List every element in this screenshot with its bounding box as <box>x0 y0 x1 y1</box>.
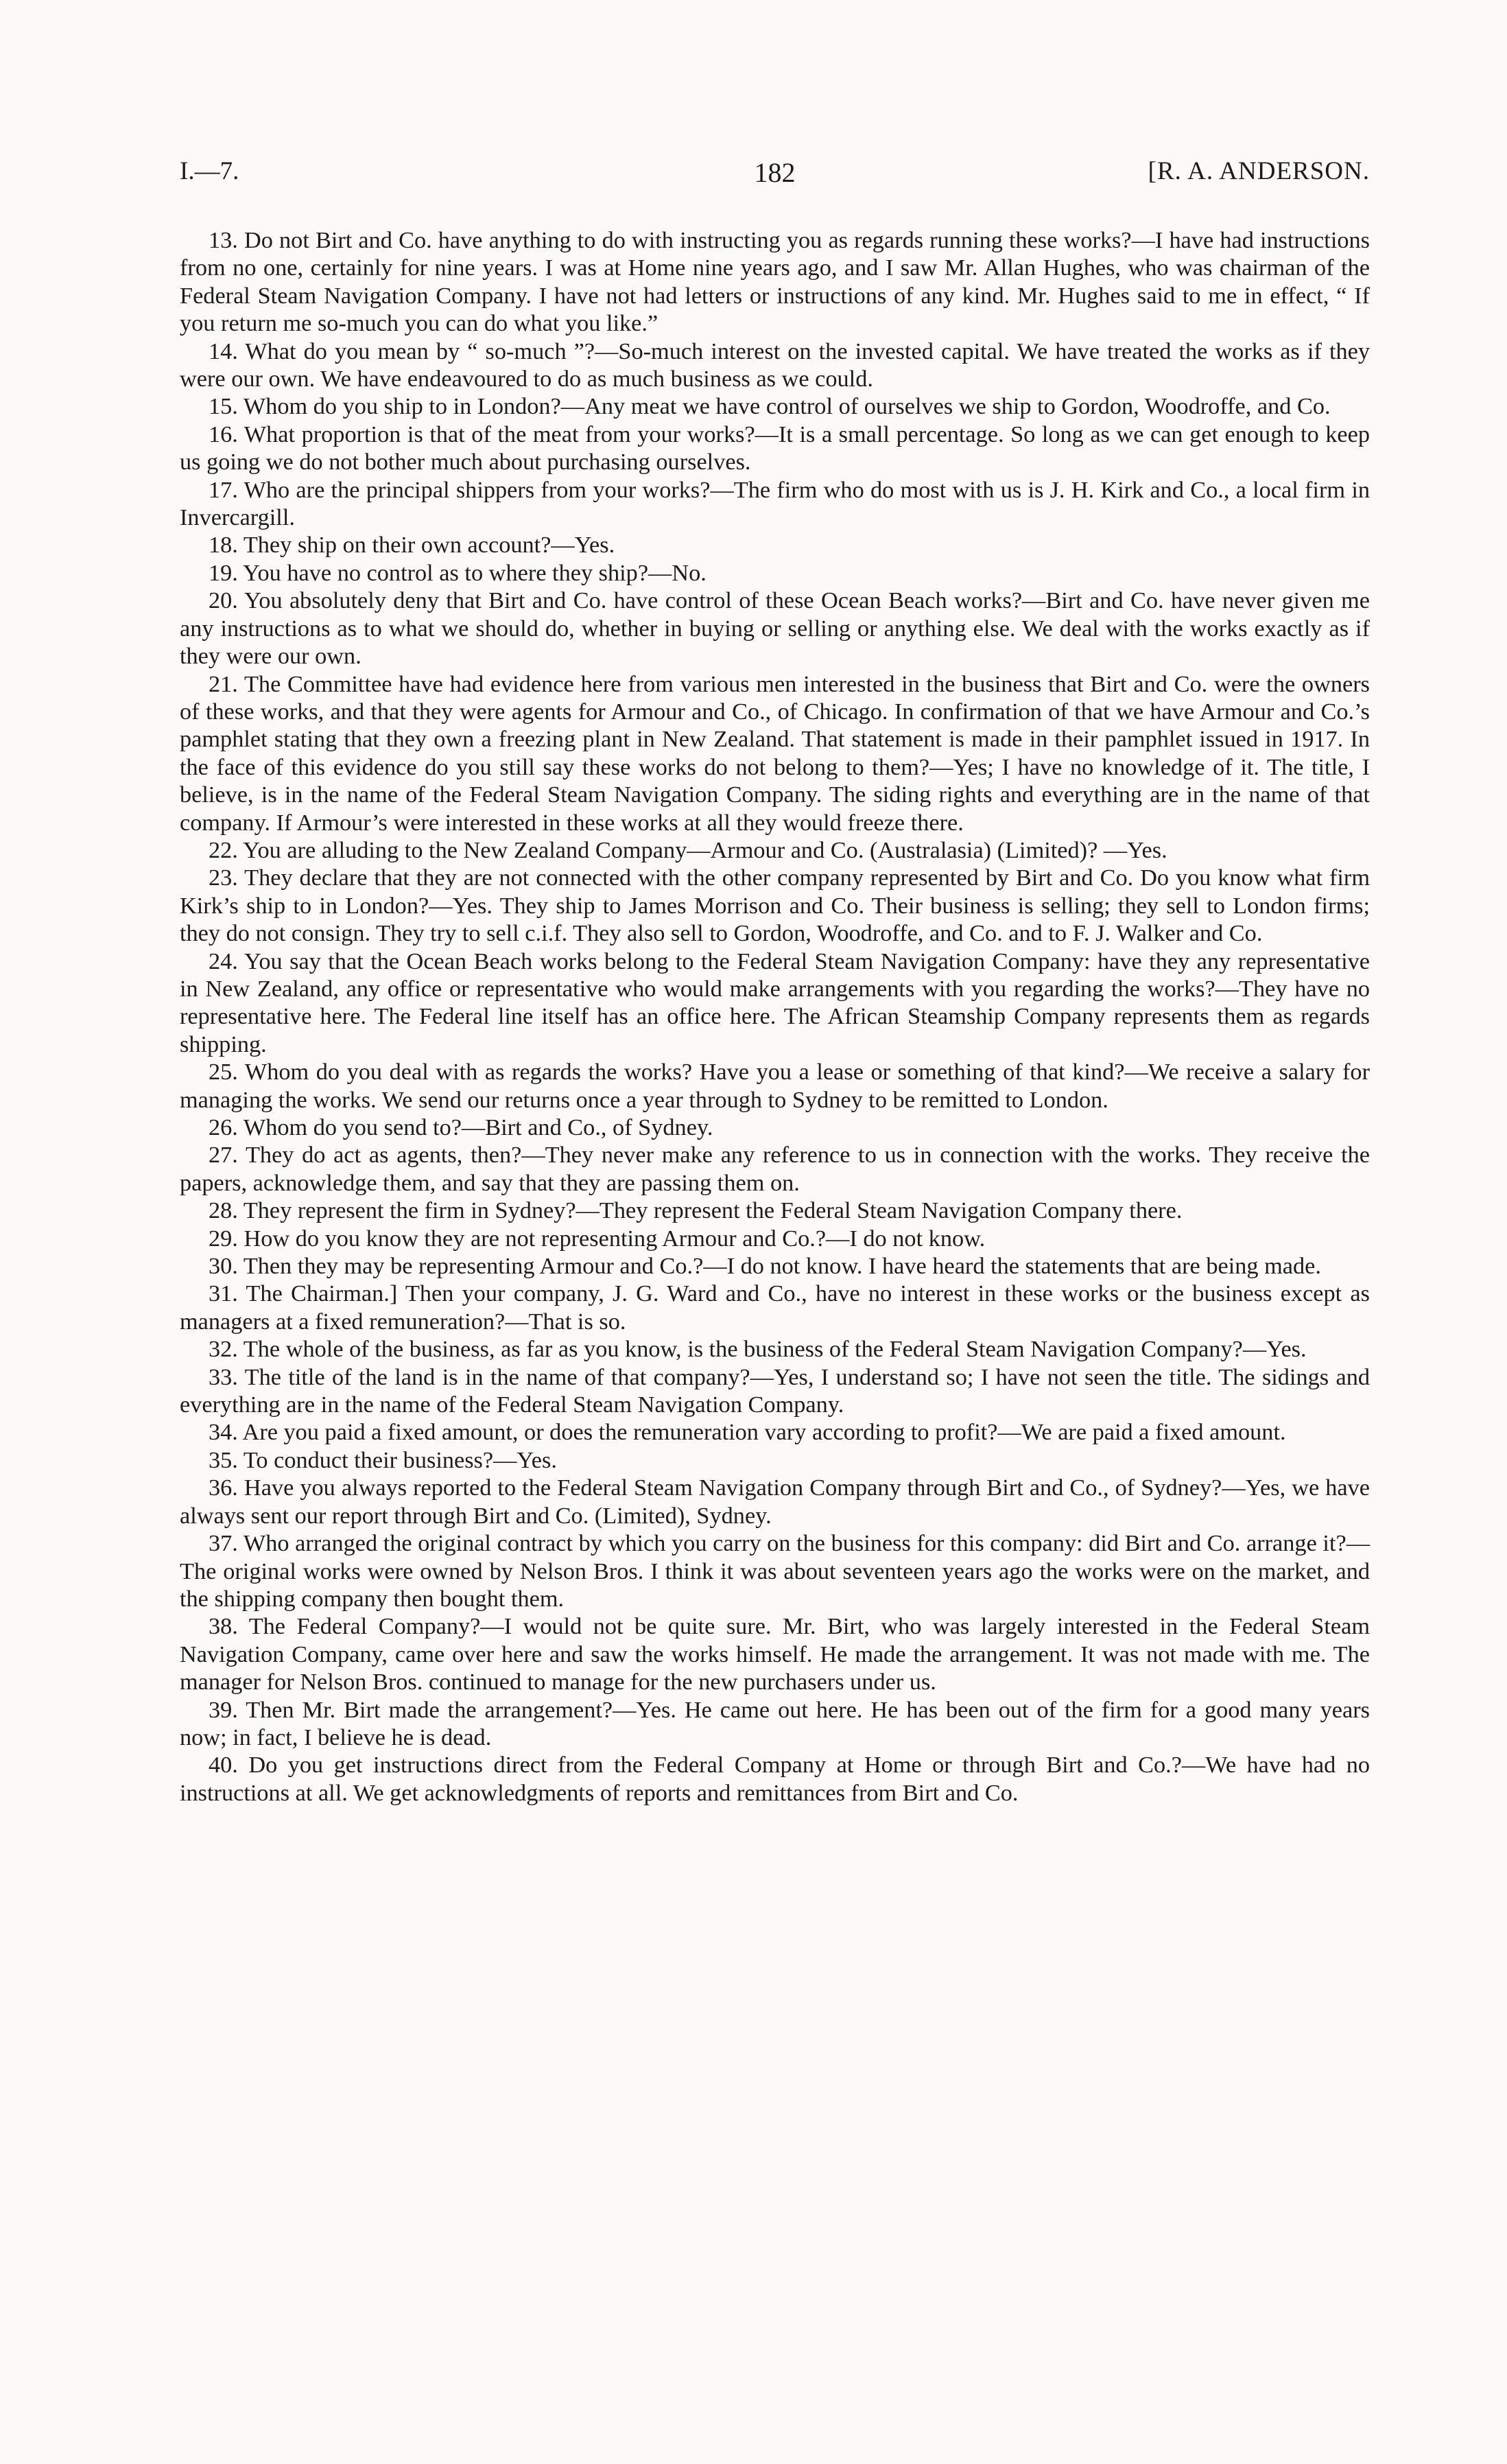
question-30: 30. Then they may be representing Armour and Co.?—I do not know. I have heard the statements that are being made. <box>209 1253 1321 1280</box>
evidence-text <box>180 226 1370 1807</box>
question-31: 31. The Chairman.] Then your company, J. G. Ward and Co., have no interest in these works or the business except as managers at a fixed remuneration?—That is so. <box>180 1280 1370 1335</box>
question-37: 37. Who arranged the original contract by which you carry on the business for this company: did Birt and Co. arrange it?—The original works were owned by Nelson Bros. I think it was about seventeen years ago the works were on the market, and the shipping company then bought them. <box>180 1530 1370 1612</box>
paper-reference: I.—7. <box>180 157 239 185</box>
question-29: 29. How do you know they are not representing Armour and Co.?—I do not know. <box>209 1225 986 1252</box>
question-16: 16. What proportion is that of the meat from your works?—It is a small percentage. So long as we can get enough to keep us going we do not bother much about purchasing ourselves. <box>180 421 1370 476</box>
question-34: 34. Are you paid a fixed amount, or does the remuneration vary according to profit?—We are paid a fixed amount. <box>209 1419 1286 1446</box>
question-22: 22. You are alluding to the New Zealand Company—Armour and Co. (Australasia) (Limited)? —Yes. <box>209 836 1167 863</box>
question-21: 21. The Committee have had evidence here from various men interested in the business that Birt and Co. were the owners of these works, and that they were agents for Armour and Co., of Chicago. In confirmation of that we have Armour and Co.’s pamphlet stating that they own a freezing plant in New Zealand. That statement is made in their pamphlet issued in 1917. In the face of this evidence do you still say these works do not belong to them?—Yes; I have no knowledge of it. The title, I believe, is in the name of the Federal Steam Navigation Company. The siding rights and everything are in the name of that company. If Armour’s were interested in these works at all they would freeze there. <box>180 670 1370 836</box>
question-25: 25. Whom do you deal with as regards the works? Have you a lease or something of that kind?—We receive a salary for managing the works. We send our returns once a year through to Sydney to be remitted to London. <box>180 1059 1370 1113</box>
question-40: 40. Do you get instructions direct from the Federal Company at Home or through Birt and Co.?—We have had no instructions at all. We get acknowledgments of reports and remittances from Birt and Co. <box>180 1752 1370 1806</box>
question-27: 27. They do act as agents, then?—They never make any reference to us in connection with the works. They receive the papers, acknowledge them, and say that they are passing them on. <box>180 1142 1370 1196</box>
question-13: 13. Do not Birt and Co. have anything to do with instructing you as regards running these works?—I have had instructions from no one, certainly for nine years. I was at Home nine years ago, and I saw Mr. Allan Hughes, who was chairman of the Federal Steam Navigation Company. I have not had letters or instructions of any kind. Mr. Hughes said to me in effect, “ If you return me so-much you can do what you like.” <box>180 227 1370 337</box>
question-28: 28. They represent the firm in Sydney?—They represent the Federal Steam Navigation Company there. <box>209 1197 1183 1224</box>
witness-name: [R. A. ANDERSON. <box>1148 157 1370 185</box>
question-36: 36. Have you always reported to the Federal Steam Navigation Company through Birt and Co., of Sydney?—Yes, we have always sent our report through Birt and Co. (Limited), Sydney. <box>180 1475 1370 1529</box>
question-32: 32. The whole of the business, as far as you know, is the business of the Federal Steam Navigation Company?—Yes. <box>209 1336 1307 1363</box>
question-33: 33. The title of the land is in the name of that company?—Yes, I understand so; I have not seen the title. The sidings and everything are in the name of the Federal Steam Navigation Company. <box>180 1363 1370 1418</box>
page-number: 182 <box>754 157 796 188</box>
question-15: 15. Whom do you ship to in London?—Any meat we have control of ourselves we ship to Gordon, Woodroffe, and Co. <box>209 393 1331 420</box>
question-38: 38. The Federal Company?—I would not be quite sure. Mr. Birt, who was largely interested in the Federal Steam Navigation Company, came over here and saw the works himself. He made the arrangement. It was not made with me. The manager for Nelson Bros. continued to manage for the new purchasers under us. <box>180 1613 1370 1696</box>
question-17: 17. Who are the principal shippers from your works?—The firm who do most with us is J. H. Kirk and Co., a local firm in Invercargill. <box>180 476 1370 531</box>
question-18: 18. They ship on their own account?—Yes. <box>209 532 615 559</box>
page-header <box>180 156 1370 198</box>
question-19: 19. You have no control as to where they ship?—No. <box>209 559 707 586</box>
question-24: 24. You say that the Ocean Beach works belong to the Federal Steam Navigation Company: have they any representative in New Zealand, any office or representative who would make arrangements with you regarding the works?—They have no representative here. The Federal line itself has an office here. The African Steamship Company represents them as regards shipping. <box>180 948 1370 1057</box>
question-39: 39. Then Mr. Birt made the arrangement?—Yes. He came out here. He has been out of the firm for a good many years now; in fact, I believe he is dead. <box>180 1696 1370 1750</box>
question-20: 20. You absolutely deny that Birt and Co. have control of these Ocean Beach works?—Birt and Co. have never given me any instructions as to what we should do, whether in buying or selling or anything else. We deal with the works exactly as if they were our own. <box>180 587 1370 670</box>
question-26: 26. Whom do you send to?—Birt and Co., of Sydney. <box>209 1114 713 1140</box>
question-14: 14. What do you mean by “ so-much ”?—So-much interest on the invested capital. We have treated the works as if they were our own. We have endeavoured to do as much business as we could. <box>180 338 1370 392</box>
question-23: 23. They declare that they are not connected with the other company represented by Birt and Co. Do you know what firm Kirk’s ship to in London?—Yes. They ship to James Morrison and Co. Their business is selling; they sell to London firms; they do not consign. They try to sell c.i.f. They also sell to Gordon, Woodroffe, and Co. and to F. J. Walker and Co. <box>180 865 1370 947</box>
question-35: 35. To conduct their business?—Yes. <box>209 1446 557 1473</box>
